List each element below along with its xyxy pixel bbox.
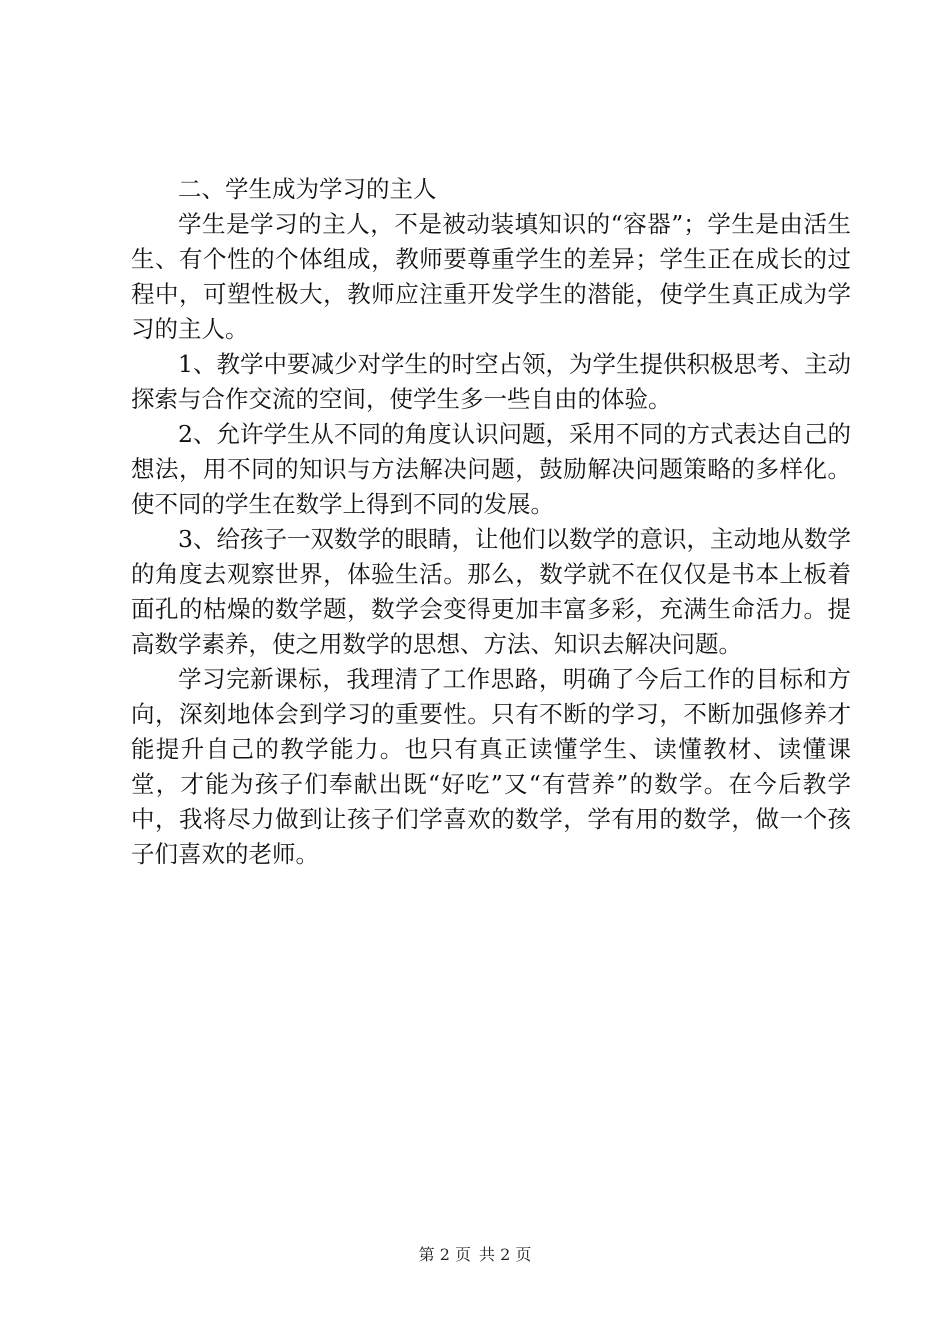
- page-total: 共 2 页: [479, 1245, 532, 1264]
- section-heading: 二、学生成为学习的主人: [178, 175, 437, 203]
- page-number: 第 2 页: [418, 1245, 471, 1264]
- paragraph-conclusion: 学习完新课标，我理清了工作思路，明确了今后工作的目标和方向，深刻地体会到学习的重要性。只有不断的学习，不断加强修养才能提升自己的教学能力。也只有真正读懂学生、读懂教材、读懂课堂，才能为孩子们奉献出既“好吃”又“有营养”的数学。在今后教学中，我将尽力做到让孩子们学喜欢的数学，学有用的数学，做一个孩子们喜欢的老师。: [131, 665, 851, 868]
- paragraph-point-2: 2、允许学生从不同的角度认识问题，采用不同的方式表达自己的想法，用不同的知识与方法解决问题，鼓励解决问题策略的多样化。使不同的学生在数学上得到不同的发展。: [131, 420, 851, 518]
- document-body: [131, 172, 851, 872]
- paragraph-point-3: 3、给孩子一双数学的眼睛，让他们以数学的意识，主动地从数学的角度去观察世界，体验生活。那么，数学就不在仅仅是书本上板着面孔的枯燥的数学题，数学会变得更加丰富多彩，充满生命活力。提高数学素养，使之用数学的思想、方法、知识去解决问题。: [131, 525, 851, 658]
- page-footer: [0, 1245, 950, 1265]
- paragraph-students-masters: 学生是学习的主人，不是被动装填知识的“容器”；学生是由活生生、有个性的个体组成，教师要尊重学生的差异；学生正在成长的过程中，可塑性极大，教师应注重开发学生的潜能，使学生真正成为学习的主人。: [131, 210, 851, 343]
- paragraph-point-1: 1、教学中要减少对学生的时空占领，为学生提供积极思考、主动探索与合作交流的空间，使学生多一些自由的体验。: [131, 350, 851, 413]
